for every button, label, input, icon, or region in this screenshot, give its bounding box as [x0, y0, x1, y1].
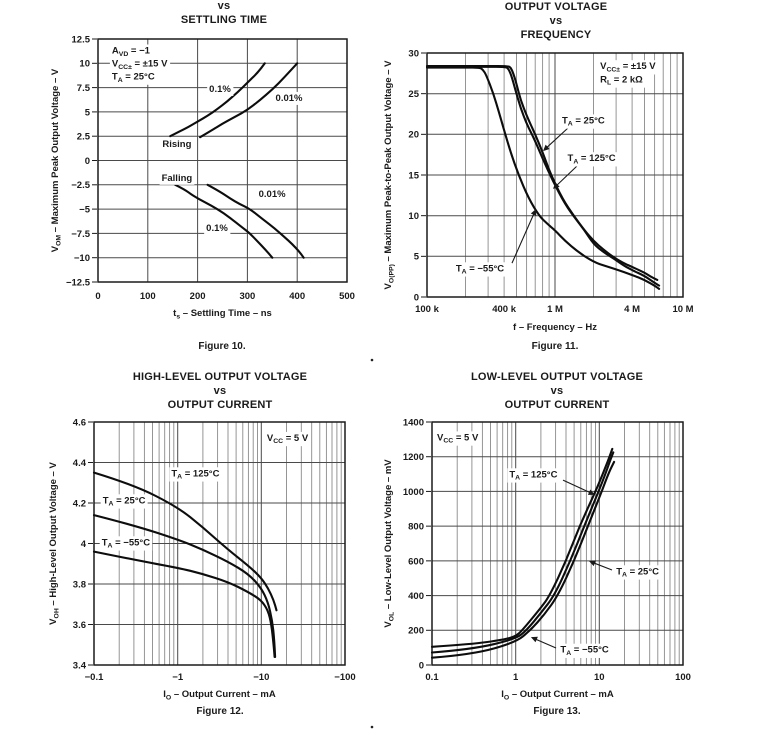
figure-13-caption: Figure 13. — [533, 706, 581, 717]
x-tick-label: 10 M — [672, 304, 694, 315]
figure-plot — [48, 417, 356, 701]
title-line: OUTPUT CURRENT — [504, 399, 610, 411]
title-line: OUTPUT VOLTAGE — [504, 1, 608, 13]
annotation-label: $T_A = 25^\circ C$ — [616, 566, 660, 579]
figure-10-caption: Figure 10. — [198, 341, 246, 352]
x-tick-label: 400 — [289, 291, 306, 302]
title-line: vs — [550, 385, 564, 397]
annotation-label: $T_A = 125^\circ C$ — [567, 153, 616, 166]
title-line: SETTLING TIME — [180, 14, 268, 26]
x-tick-label: 500 — [339, 291, 355, 302]
plot-border — [432, 422, 683, 665]
annotation-label: $V_{CC} = 5$ V — [266, 432, 309, 446]
figure-12-caption: Figure 12. — [196, 706, 244, 717]
y-axis-title: $V_{OL}$ – Low-Level Output Voltage – mV — [383, 459, 396, 628]
annotation-label: $T_A = -55^\circ C$ — [560, 644, 609, 657]
title-line: vs — [217, 0, 231, 12]
annotation-label: $V_{CC\pm} = \pm 15$ V — [111, 58, 168, 71]
x-tick-label: −1 — [172, 672, 184, 683]
y-tick-label: 3.6 — [72, 619, 86, 631]
x-tick-label: 200 — [189, 291, 206, 302]
y-tick-label: 1200 — [402, 452, 424, 464]
figure-10-title — [64, 0, 384, 27]
x-tick-label: 300 — [239, 291, 256, 302]
annotation-label: 0.01% — [258, 188, 286, 200]
leader-line — [594, 563, 613, 570]
figure-12-title — [60, 370, 380, 412]
y-tick-label: 3.8 — [72, 579, 86, 591]
x-tick-label: 10 — [594, 672, 605, 683]
y-tick-label: 1000 — [402, 486, 424, 498]
y-tick-label: 200 — [408, 625, 424, 637]
y-tick-label: 0 — [418, 660, 424, 672]
annotation-label: $V_{CC} = 5$ V — [437, 432, 479, 445]
annotation-label: $R_L = 2$ kΩ — [600, 74, 643, 87]
annotation-label: 0.01% — [275, 92, 303, 104]
y-tick-label: 25 — [408, 89, 419, 101]
annotation-label: $T_A = 125^\circ C$ — [509, 469, 558, 482]
x-axis-title: f – Frequency – Hz — [513, 322, 597, 333]
figure-plot — [50, 34, 355, 320]
x-tick-label: 100 — [675, 672, 691, 683]
y-tick-label: 15 — [408, 170, 419, 182]
y-tick-label: 10 — [79, 58, 90, 70]
y-tick-label: 3.4 — [72, 660, 86, 672]
y-tick-label: 0 — [84, 155, 90, 167]
x-tick-label: −100 — [334, 672, 356, 683]
curve-rising-0.1% — [170, 63, 265, 136]
annotation-label: $T_A = 125^\circ C$ — [171, 468, 220, 481]
y-tick-label: 600 — [408, 556, 424, 568]
curve-falling-0.01% — [208, 185, 304, 258]
y-tick-label: 800 — [408, 521, 424, 533]
title-line: OUTPUT CURRENT — [167, 399, 273, 411]
figure-11-title — [396, 0, 716, 42]
figure-11-caption: Figure 11. — [531, 341, 579, 352]
y-tick-label: 20 — [408, 129, 419, 141]
annotation-label: Rising — [162, 138, 192, 150]
annotation-label: $T_A = 25^\circ C$ — [561, 115, 605, 128]
y-tick-label: 10 — [408, 211, 419, 223]
title-line: vs — [213, 385, 227, 397]
annotation-label: $T_A = -55^\circ C$ — [101, 537, 151, 550]
y-axis-title: $V_{O(PP)}$ – Maximum Peak-to-Peak Output Voltage – V — [383, 60, 396, 290]
y-tick-label: −10 — [73, 253, 90, 265]
x-axis-title: $I_O$ – Output Current – mA — [501, 689, 614, 702]
x-tick-label: −0.1 — [84, 672, 104, 683]
stray-dot — [371, 359, 374, 362]
y-tick-label: −12.5 — [65, 277, 90, 289]
leader-line — [547, 128, 569, 148]
y-tick-label: 0 — [413, 292, 419, 304]
title-line: LOW-LEVEL OUTPUT VOLTAGE — [470, 371, 644, 383]
leader-line — [536, 639, 557, 648]
annotation-label: $V_{CC\pm} = \pm 15$ V — [600, 61, 656, 74]
curve-ta-55-c — [94, 552, 275, 657]
y-tick-label: 4.6 — [72, 417, 86, 429]
x-tick-label: 4 M — [624, 304, 641, 315]
y-tick-label: 400 — [408, 591, 424, 602]
x-tick-label: 100 k — [415, 304, 439, 315]
annotation-label: $T_A = 25^\circ C$ — [111, 71, 155, 84]
y-axis-title: $V_{OH}$ – High-Level Output Voltage – V — [48, 462, 61, 625]
stray-dot — [371, 726, 374, 729]
figure-plot — [383, 417, 691, 701]
title-line: HIGH-LEVEL OUTPUT VOLTAGE — [132, 371, 308, 383]
y-tick-label: 30 — [408, 48, 419, 60]
annotation-label: $A_{VD} = -1$ — [111, 45, 150, 58]
x-tick-label: 400 k — [492, 304, 516, 315]
annotation-label: $T_A = -55^\circ C$ — [455, 263, 505, 276]
x-tick-label: 100 — [139, 291, 156, 302]
y-tick-label: 7.5 — [76, 83, 90, 94]
y-tick-label: 1400 — [402, 417, 424, 429]
y-axis-title: $V_{OM}$ – Maximum Peak Output Voltage – V — [50, 68, 63, 253]
annotation-label: Falling — [161, 172, 193, 184]
figure-13-title — [397, 370, 717, 412]
annotation-label: 0.1% — [206, 222, 228, 234]
y-tick-label: 2.5 — [76, 131, 90, 143]
title-line: FREQUENCY — [520, 29, 592, 41]
y-tick-label: 4 — [80, 538, 86, 550]
y-tick-label: 5 — [413, 251, 419, 263]
annotation-label: 0.1% — [209, 83, 231, 95]
figure-plot — [383, 48, 694, 333]
x-tick-label: −10 — [253, 672, 270, 683]
leader-line — [557, 166, 577, 186]
x-axis-title: $t_s$ – Settling Time – ns — [173, 308, 272, 321]
y-tick-label: 4.2 — [72, 498, 86, 510]
y-tick-label: 12.5 — [71, 34, 90, 46]
x-tick-label: 1 M — [547, 304, 563, 315]
x-tick-label: 0 — [95, 291, 101, 302]
y-tick-label: 5 — [84, 107, 90, 119]
annotation-label: $T_A = 25^\circ C$ — [102, 495, 146, 508]
y-tick-label: −2.5 — [71, 180, 90, 192]
y-tick-label: 4.4 — [72, 457, 86, 469]
x-tick-label: 1 — [513, 672, 519, 683]
x-axis-title: $I_O$ – Output Current – mA — [163, 689, 276, 702]
y-tick-label: −5 — [79, 204, 90, 216]
title-line: vs — [549, 15, 563, 27]
x-tick-label: 0.1 — [425, 672, 439, 683]
y-tick-label: −7.5 — [71, 228, 90, 240]
leader-line — [512, 214, 534, 264]
